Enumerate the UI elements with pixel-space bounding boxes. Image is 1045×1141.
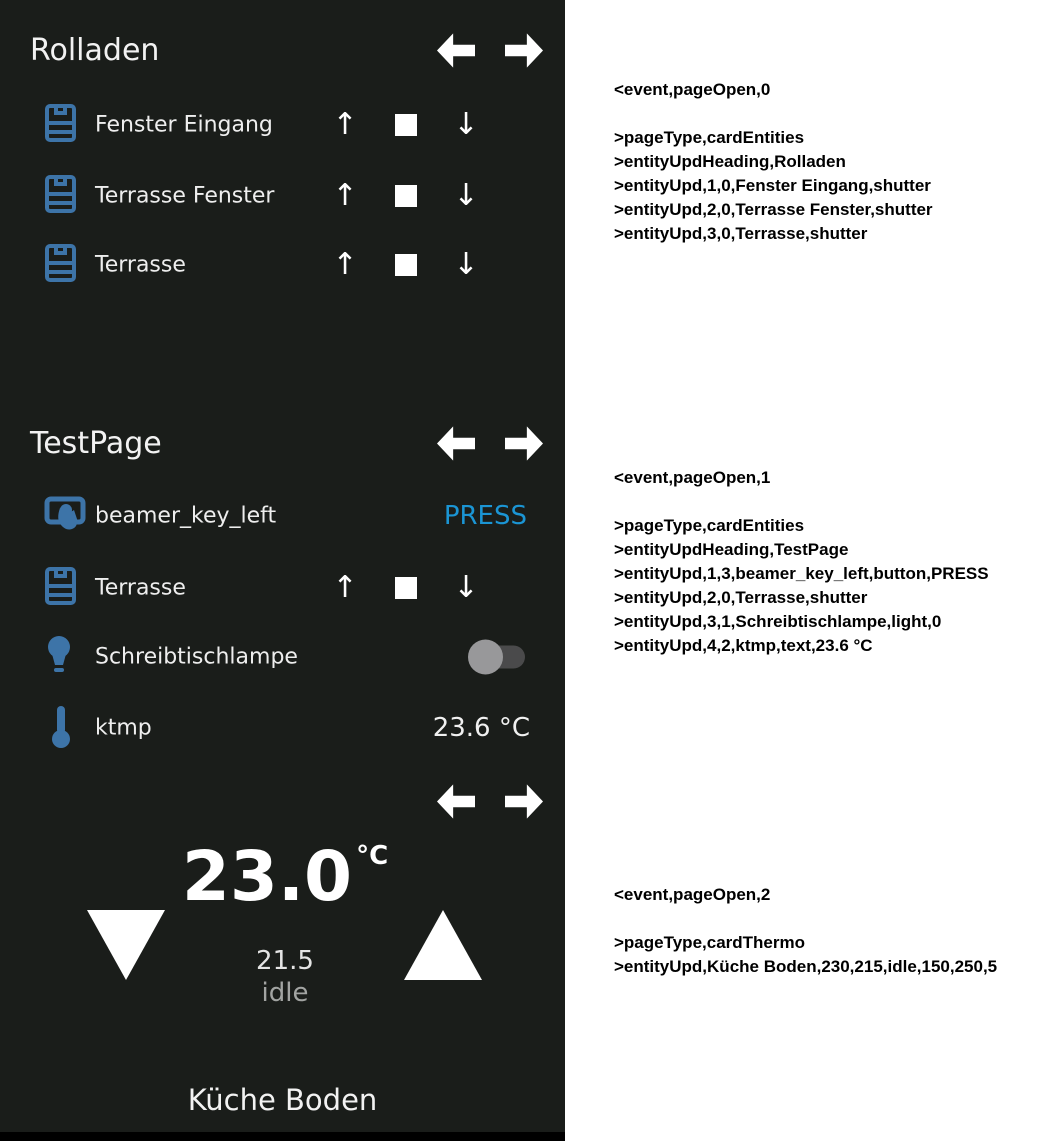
prev-page-button[interactable] — [437, 784, 475, 819]
shutter-stop-button[interactable] — [395, 114, 417, 136]
log-line: >entityUpd,2,0,Terrasse,shutter — [614, 588, 868, 607]
serial-log-block-1 — [614, 466, 1039, 658]
log-line: >entityUpdHeading,Rolladen — [614, 152, 846, 171]
entity-row — [0, 704, 565, 752]
prev-page-button[interactable] — [437, 33, 475, 68]
entity-name: beamer_key_left — [95, 503, 277, 529]
card-testpage-title: TestPage — [30, 426, 162, 461]
shutter-stop-button[interactable] — [395, 254, 417, 276]
toggle-knob — [468, 640, 503, 675]
thermostat-title: Küche Boden — [187, 1083, 378, 1117]
entity-row — [0, 241, 565, 289]
entity-name: ktmp — [95, 715, 152, 741]
next-page-button[interactable] — [505, 33, 543, 68]
log-line: >pageType,cardThermo — [614, 933, 805, 952]
shutter-stop-button[interactable] — [395, 185, 417, 207]
shutter-up-button[interactable]: ↑ — [332, 107, 358, 142]
shutter-down-button[interactable]: ↓ — [453, 247, 479, 282]
entity-row — [0, 633, 565, 681]
temperature-value: 23.6 °C — [432, 713, 530, 743]
log-line: >entityUpd,1,3,beamer_key_left,button,PRESS — [614, 564, 989, 583]
current-temperature-value: 23.0 — [181, 837, 353, 917]
log-line: >pageType,cardEntities — [614, 516, 805, 535]
log-line: >entityUpd,3,1,Schreibtischlampe,light,0 — [614, 612, 942, 631]
next-page-button[interactable] — [505, 784, 543, 819]
log-event-line: <event,pageOpen,1 — [614, 468, 771, 487]
log-gap — [614, 907, 1039, 931]
log-line: >entityUpdHeading,TestPage — [614, 540, 849, 559]
window-shutter-icon — [44, 103, 77, 147]
entity-name: Fenster Eingang — [95, 112, 273, 138]
gesture-tap-button-icon — [44, 493, 86, 539]
shutter-up-button[interactable]: ↑ — [332, 178, 358, 213]
log-line: >entityUpd,1,0,Fenster Eingang,shutter — [614, 176, 931, 195]
arrow-left-icon — [437, 426, 475, 461]
lightbulb-icon — [44, 634, 74, 680]
entity-row — [0, 172, 565, 220]
temperature-unit: °C — [356, 841, 389, 871]
hvac-state: idle — [261, 978, 309, 1008]
arrow-right-icon — [505, 426, 543, 461]
light-toggle-switch[interactable] — [468, 640, 525, 675]
shutter-down-button[interactable]: ↓ — [453, 178, 479, 213]
shutter-stop-button[interactable] — [395, 577, 417, 599]
entity-name: Terrasse — [95, 575, 186, 601]
window-shutter-icon — [44, 566, 77, 610]
window-shutter-icon — [44, 174, 77, 218]
serial-log-block-2 — [614, 883, 1039, 979]
entity-name: Schreibtischlampe — [95, 644, 298, 670]
entity-row — [0, 564, 565, 612]
thermometer-icon — [50, 704, 72, 752]
entity-name: Terrasse — [95, 252, 186, 278]
log-line: >entityUpd,4,2,ktmp,text,23.6 °C — [614, 636, 873, 655]
log-gap — [614, 490, 1039, 514]
target-temperature: 21.5 — [256, 946, 314, 976]
log-gap — [614, 102, 1039, 126]
shutter-down-button[interactable]: ↓ — [453, 107, 479, 142]
log-line: >entityUpd,2,0,Terrasse Fenster,shutter — [614, 200, 933, 219]
card-rolladen-title: Rolladen — [30, 33, 160, 68]
arrow-right-icon — [505, 784, 543, 819]
prev-page-button[interactable] — [437, 426, 475, 461]
arrow-left-icon — [437, 33, 475, 68]
log-event-line: <event,pageOpen,2 — [614, 885, 771, 904]
entity-row — [0, 101, 565, 149]
shutter-up-button[interactable]: ↑ — [332, 570, 358, 605]
entity-row — [0, 492, 565, 540]
log-line: >pageType,cardEntities — [614, 128, 805, 147]
log-line: >entityUpd,3,0,Terrasse,shutter — [614, 224, 868, 243]
next-page-button[interactable] — [505, 426, 543, 461]
current-temperature — [120, 837, 450, 917]
log-event-line: <event,pageOpen,0 — [614, 80, 771, 99]
log-line: >entityUpd,Küche Boden,230,215,idle,150,250,5 — [614, 957, 998, 976]
arrow-right-icon — [505, 33, 543, 68]
entity-name: Terrasse Fenster — [95, 183, 275, 209]
shutter-down-button[interactable]: ↓ — [453, 570, 479, 605]
screen-bezel — [0, 1132, 565, 1141]
serial-log-block-0 — [614, 78, 1039, 246]
window-shutter-icon — [44, 243, 77, 287]
shutter-up-button[interactable]: ↑ — [332, 247, 358, 282]
arrow-left-icon — [437, 784, 475, 819]
press-button[interactable]: PRESS — [443, 501, 527, 531]
